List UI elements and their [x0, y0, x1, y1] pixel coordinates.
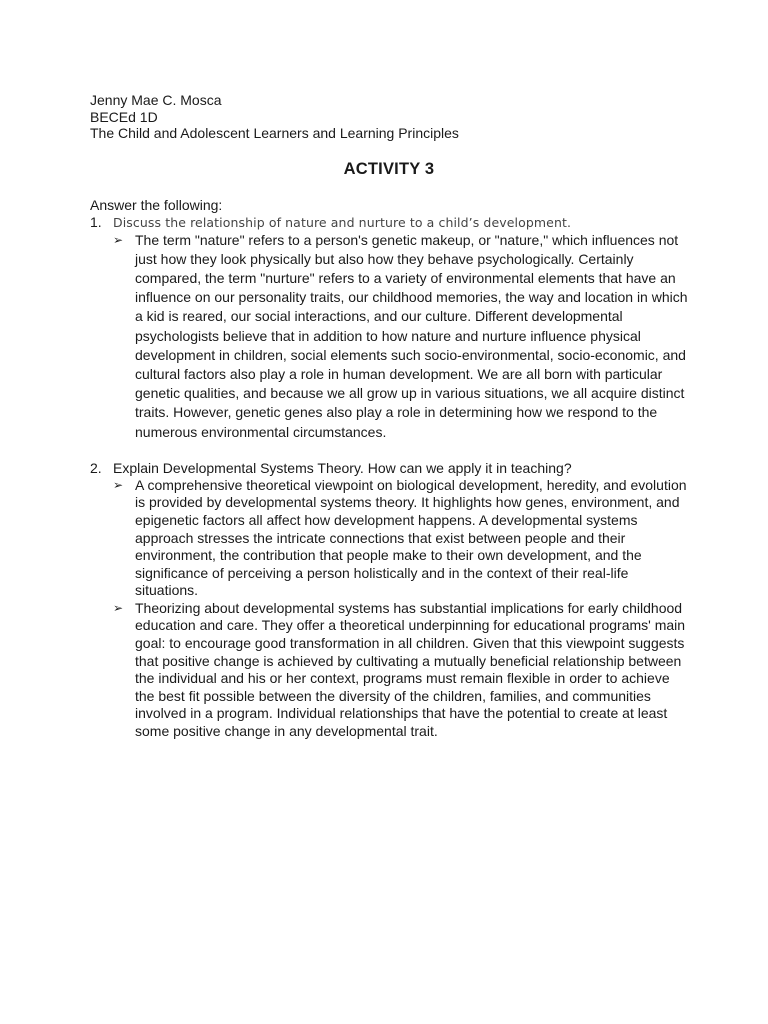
- arrow-bullet-icon: ➢: [113, 477, 124, 492]
- answer-text: Theorizing about developmental systems has substantial implications for early childhood education and care. They offer a theoretical underpinning for educational programs' main goal: to encourage good transformation in all children. Given that this viewpoint suggests that positive change is achieved by cultivating a mutually beneficial relationship between the individual and his or her context, programs must remain flexible in order to achieve the best fit possible between the diversity of the children, families, and communities involved in a program. Individual relationships that have the potential to create at least some positive change in any developmental trait.: [135, 599, 686, 740]
- question-number: 1.: [90, 213, 102, 230]
- question-2: [90, 460, 688, 477]
- question-text: Discuss the relationship of nature and nurture to a child’s development.: [113, 214, 572, 230]
- answer-bullet: [113, 231, 688, 442]
- question-number: 2.: [90, 459, 102, 476]
- arrow-bullet-icon: ➢: [113, 600, 124, 615]
- author-name: Jenny Mae C. Mosca: [90, 92, 222, 108]
- question-text: Explain Developmental Systems Theory. How can we apply it in teaching?: [113, 459, 572, 476]
- class-section: BECEd 1D: [90, 108, 158, 125]
- arrow-bullet-icon: ➢: [113, 232, 124, 247]
- answer-text: A comprehensive theoretical viewpoint on biological development, heredity, and evolution is provided by developmental systems theory. It highlights how genes, environment, and epigenetic factors all affect how development happens. A developmental systems approach stresses the intricate connections that exist between people and their environment, the contribution that people make to their own development, and the significance of perceiving a person holistically and in the context of their real-life situations.: [135, 476, 687, 599]
- activity-title: ACTIVITY 3: [343, 159, 435, 178]
- answer-text: The term "nature" refers to a person's genetic makeup, or "nature," which influences not just how they look physically but also how they behave psychologically. Certainly compared, the term "nurture" refers to a variety of environmental elements that have an influence on our personality traits, our childhood memories, the way and location in which a kid is reared, our social interactions, and our culture. Different developmental psychologists believe that in addition to how nature and nurture influence physical development in children, social elements such socio-environmental, socio-economic, and cultural factors also play a role in human development. We are all born with particular genetic qualities, and because we all grow up in various situations, we all acquire distinct traits. However, genetic genes also play a role in determining how we respond to the numerous environmental circumstances.: [135, 231, 688, 440]
- instruction-text: Answer the following:: [90, 196, 223, 213]
- question-1: [90, 214, 688, 231]
- course-title: The Child and Adolescent Learners and Learning Principles: [90, 125, 459, 141]
- answer-bullet: [113, 600, 688, 741]
- answer-bullet: [113, 477, 688, 600]
